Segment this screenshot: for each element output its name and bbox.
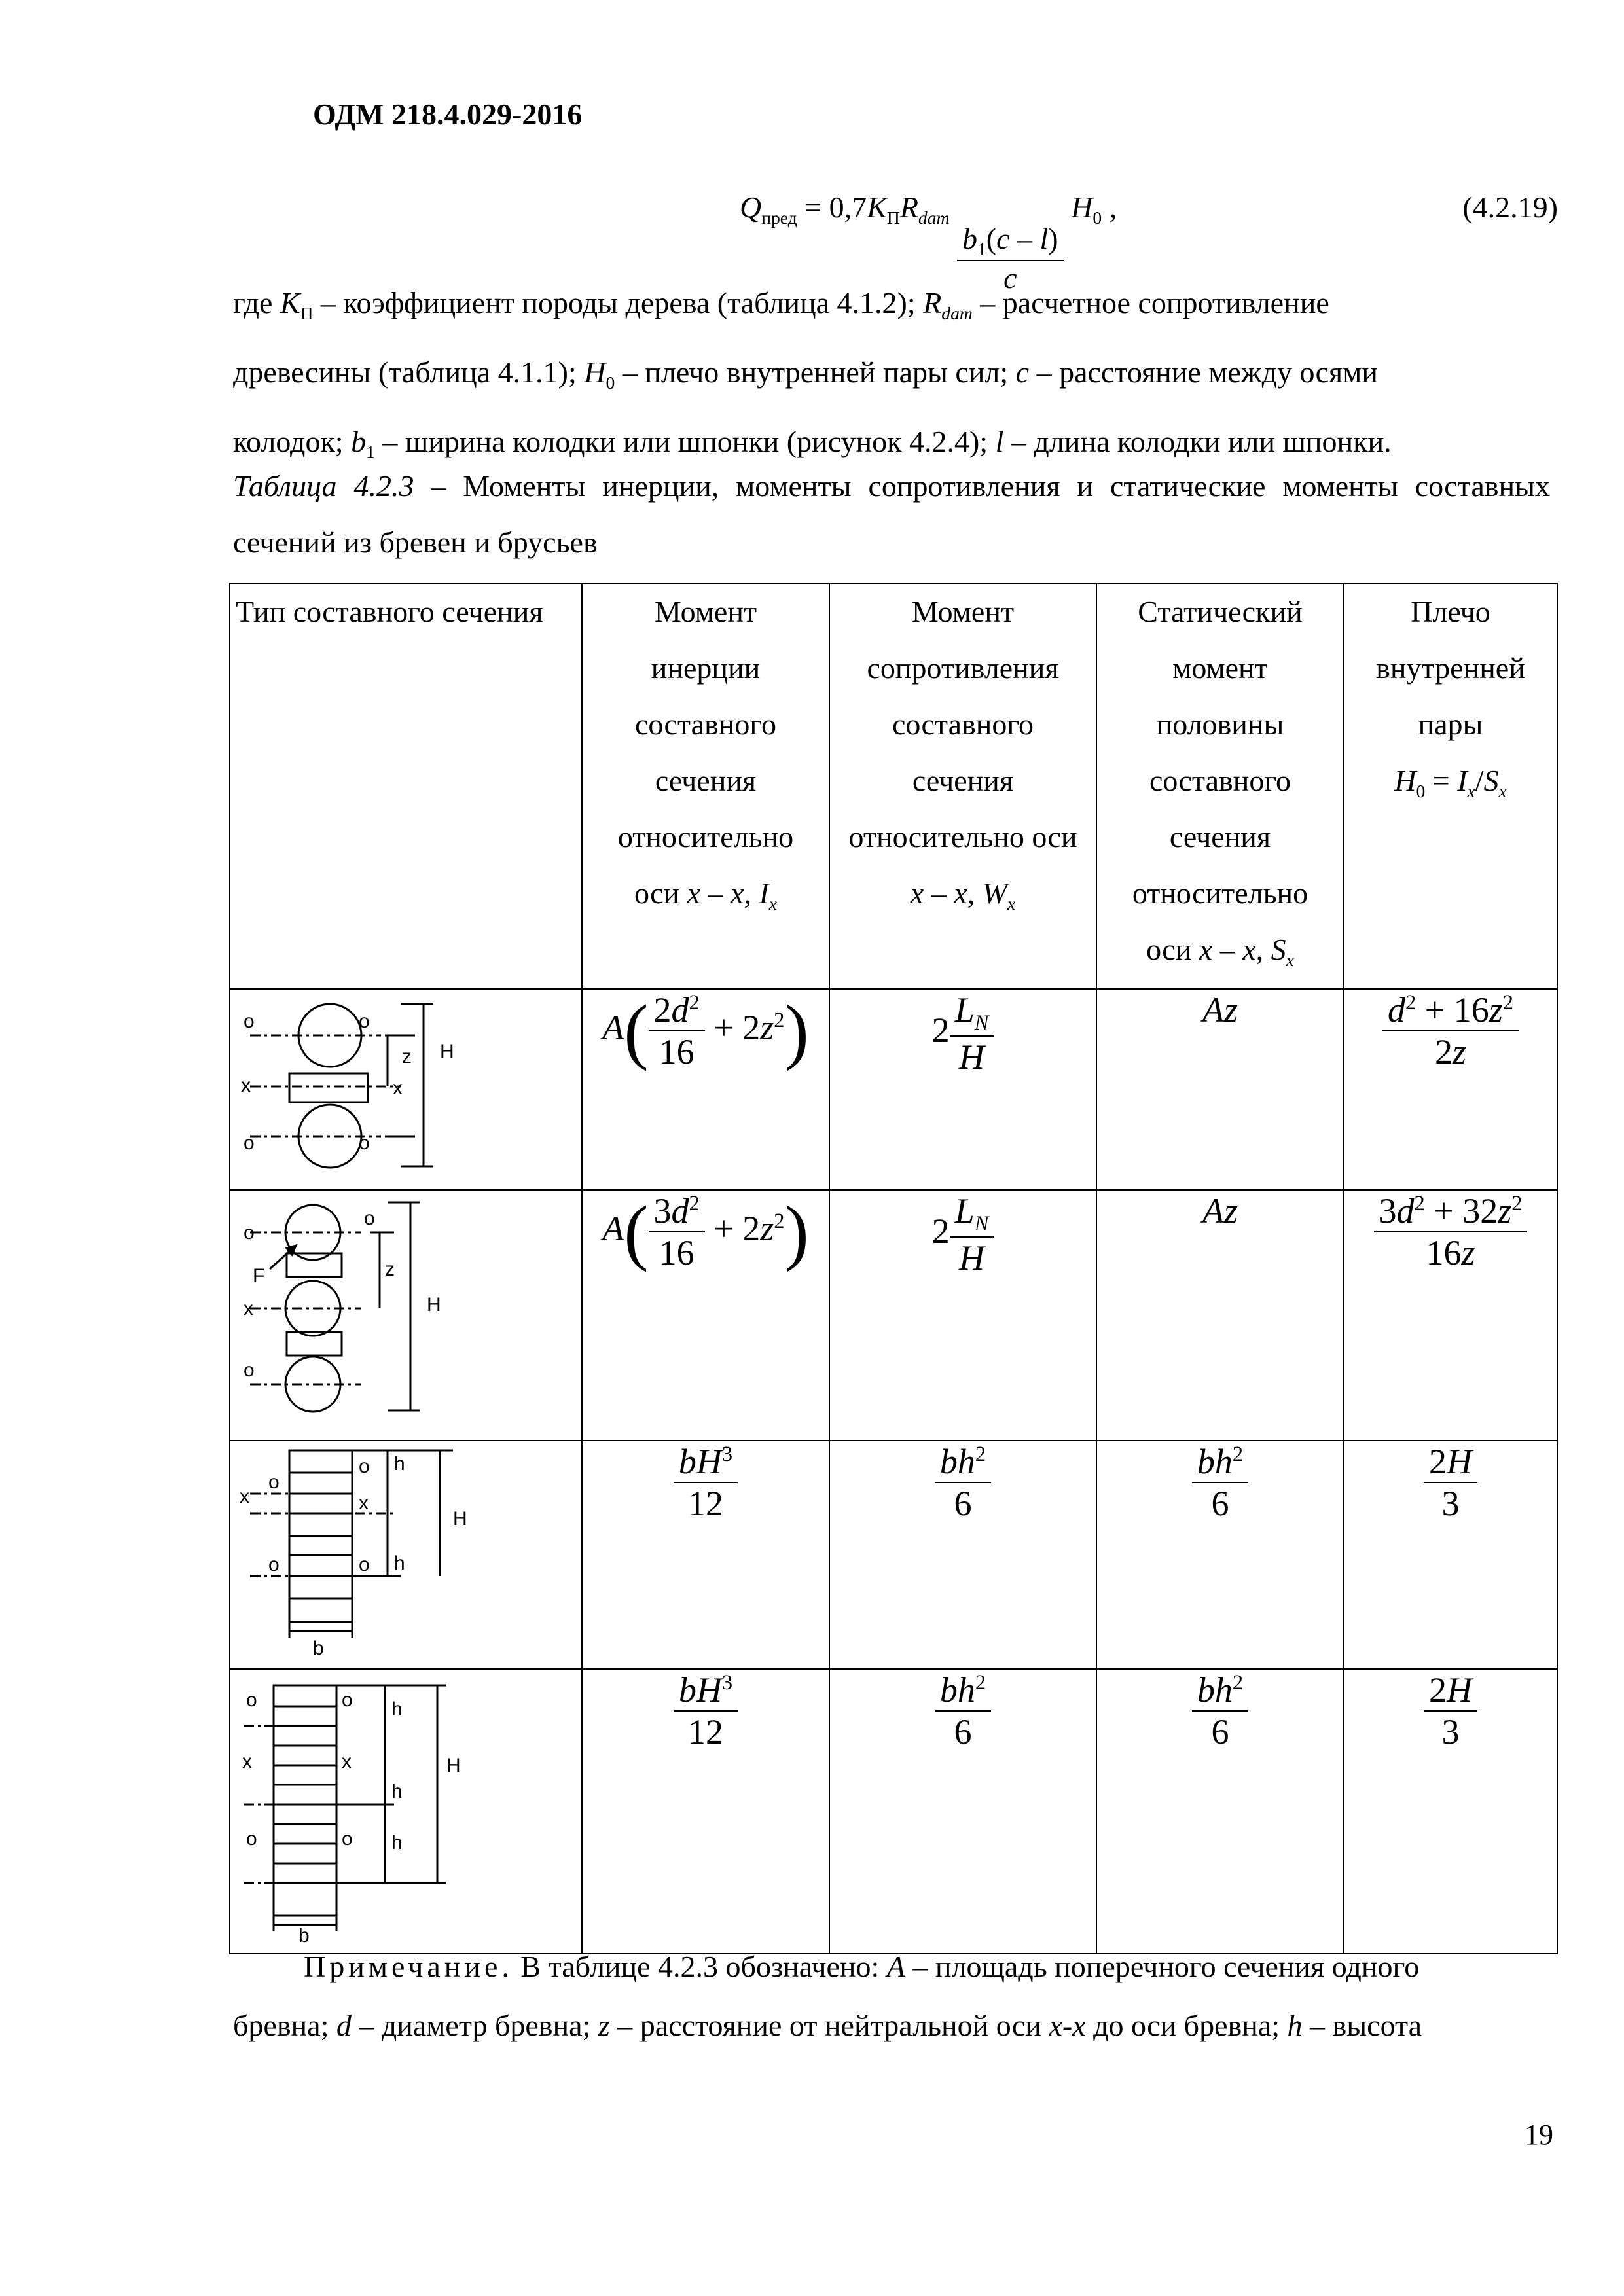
- definitions-line-1: где $K_П$ – коэффициент породы дерева (таблица 4.1.2); $R_{dam}$ – расчетное сопротивление: [233, 286, 1329, 324]
- static-moment-formula-two-logs: Az: [1096, 989, 1344, 1190]
- svg-text:o: o: [342, 1828, 353, 1850]
- two-logs-diagram: [230, 990, 581, 1182]
- svg-text:o: o: [359, 1554, 370, 1576]
- svg-text:b: b: [313, 1638, 324, 1660]
- formula-4-2-19: $Q_{пред} = 0,7K_ПR_{dam}$ $\frac{b_1(c - l)}{c}$ $H_0$ , (4.2.19): [740, 190, 1558, 295]
- modulus-formula-two-logs: 2 $\frac{L_N}{H}$: [829, 989, 1096, 1190]
- table-row: [230, 989, 1557, 1190]
- svg-text:o: o: [244, 1132, 255, 1155]
- static-moment-formula-three-logs: Az: [1096, 1190, 1344, 1441]
- svg-text:o: o: [359, 1456, 370, 1478]
- svg-text:H: H: [427, 1294, 441, 1316]
- static-moment-formula-three-beams: $\frac{bh^2}{6}$: [1096, 1669, 1344, 1954]
- svg-text:x: x: [244, 1298, 253, 1320]
- svg-text:o: o: [244, 1222, 255, 1244]
- svg-text:F: F: [253, 1265, 265, 1287]
- composite-sections-table: [229, 583, 1558, 1954]
- table-caption: [233, 458, 1550, 571]
- svg-text:z: z: [385, 1259, 395, 1281]
- svg-text:H: H: [446, 1755, 461, 1777]
- lever-arm-formula-three-beams: $\frac{2H}{3}$: [1344, 1669, 1557, 1954]
- svg-text:o: o: [246, 1689, 257, 1712]
- svg-text:x: x: [342, 1751, 352, 1773]
- inertia-formula-two-logs: A( $\frac{2d^2}{16}$ + $2z^2$): [582, 989, 829, 1190]
- svg-text:x: x: [241, 1075, 251, 1097]
- svg-text:x: x: [240, 1486, 249, 1508]
- table-caption-text: – Моменты инерции, моменты сопротивления и статические моменты составных сечений из бревен и брусьев: [233, 469, 1550, 559]
- svg-text:h: h: [391, 1781, 403, 1803]
- note-line-2: бревна; d – диаметр бревна; z – расстояние от нейтральной оси x-x до оси бревна; h – высота: [233, 2009, 1422, 2042]
- table-row: [230, 1669, 1557, 1954]
- table-header-row: [230, 583, 1557, 989]
- svg-text:o: o: [244, 1011, 255, 1033]
- svg-text:H: H: [453, 1508, 467, 1530]
- svg-text:o: o: [268, 1554, 280, 1576]
- three-beams-diagram: [230, 1670, 581, 1946]
- svg-text:x: x: [242, 1751, 252, 1773]
- section-diagram-three-logs: [230, 1190, 582, 1441]
- svg-text:h: h: [394, 1552, 405, 1575]
- svg-text:o: o: [246, 1828, 257, 1850]
- svg-text:H: H: [440, 1041, 454, 1063]
- header-lever-arm: Плечо внутренней пары $H_0 = I_x/S_x$: [1344, 583, 1557, 989]
- lever-arm-formula-two-beams: $\frac{2H}{3}$: [1344, 1441, 1557, 1669]
- svg-text:o: o: [364, 1208, 375, 1230]
- three-logs-diagram: [230, 1191, 581, 1433]
- table-caption-label: Таблица 4.2.3: [233, 469, 414, 503]
- svg-text:o: o: [268, 1471, 280, 1494]
- svg-text:z: z: [402, 1046, 412, 1068]
- lever-arm-formula-two-logs: $\frac{d^2 + 16z^2}{2z}$: [1344, 989, 1557, 1190]
- svg-text:h: h: [394, 1453, 405, 1475]
- section-diagram-two-logs: [230, 989, 582, 1190]
- section-diagram-three-beams: [230, 1669, 582, 1954]
- modulus-formula-two-beams: $\frac{bh^2}{6}$: [829, 1441, 1096, 1669]
- static-moment-formula-two-beams: $\frac{bh^2}{6}$: [1096, 1441, 1344, 1669]
- svg-text:o: o: [359, 1132, 370, 1155]
- two-beams-diagram: [230, 1441, 581, 1661]
- table-row: [230, 1190, 1557, 1441]
- svg-text:o: o: [359, 1011, 370, 1033]
- formula-number: (4.2.19): [1462, 190, 1558, 224]
- modulus-formula-three-logs: 2 $\frac{L_N}{H}$: [829, 1190, 1096, 1441]
- header-section-type: Тип составного сечения: [230, 583, 582, 989]
- header-moment-of-inertia: Момент инерции составного сечения относительно оси x – x, $I_x$: [582, 583, 829, 989]
- definitions-line-2: древесины (таблица 4.1.1); $H_0$ – плечо внутренней пары сил; c – расстояние между осями: [233, 355, 1378, 393]
- definitions-line-3: колодок; $b_1$ – ширина колодки или шпонки (рисунок 4.2.4); l – длина колодки или шпонки.: [233, 425, 1392, 463]
- svg-text:h: h: [391, 1698, 403, 1721]
- svg-text:o: o: [244, 1359, 255, 1382]
- page-number: 19: [1525, 2119, 1553, 2151]
- svg-text:o: o: [342, 1689, 353, 1712]
- note-line-1: Примечание. В таблице 4.2.3 обозначено: A – площадь поперечного сечения одного: [233, 1937, 1550, 1996]
- paragraph-definitions: [233, 274, 1550, 482]
- table-note: [233, 1937, 1550, 2055]
- svg-text:b: b: [298, 1925, 310, 1946]
- modulus-formula-three-beams: $\frac{bh^2}{6}$: [829, 1669, 1096, 1954]
- header-static-moment: Статический момент половины составного сечения относительно оси x – x, $S_x$: [1096, 583, 1344, 989]
- inertia-formula-two-beams: $\frac{bH^3}{12}$: [582, 1441, 829, 1669]
- svg-text:h: h: [391, 1832, 403, 1854]
- section-diagram-two-beams: [230, 1441, 582, 1669]
- document-code: ОДМ 218.4.029-2016: [313, 98, 583, 131]
- inertia-formula-three-beams: $\frac{bH^3}{12}$: [582, 1669, 829, 1954]
- inertia-formula-three-logs: A( $\frac{3d^2}{16}$ + $2z^2$): [582, 1190, 829, 1441]
- note-label: Примечание.: [304, 1950, 513, 1983]
- svg-text:x: x: [393, 1077, 403, 1100]
- table-row: [230, 1441, 1557, 1669]
- header-section-modulus: Момент сопротивления составного сечения относительно оси x – x, $W_x$: [829, 583, 1096, 989]
- lever-arm-formula-three-logs: $\frac{3d^2 + 32z^2}{16z}$: [1344, 1190, 1557, 1441]
- svg-text:x: x: [359, 1492, 369, 1515]
